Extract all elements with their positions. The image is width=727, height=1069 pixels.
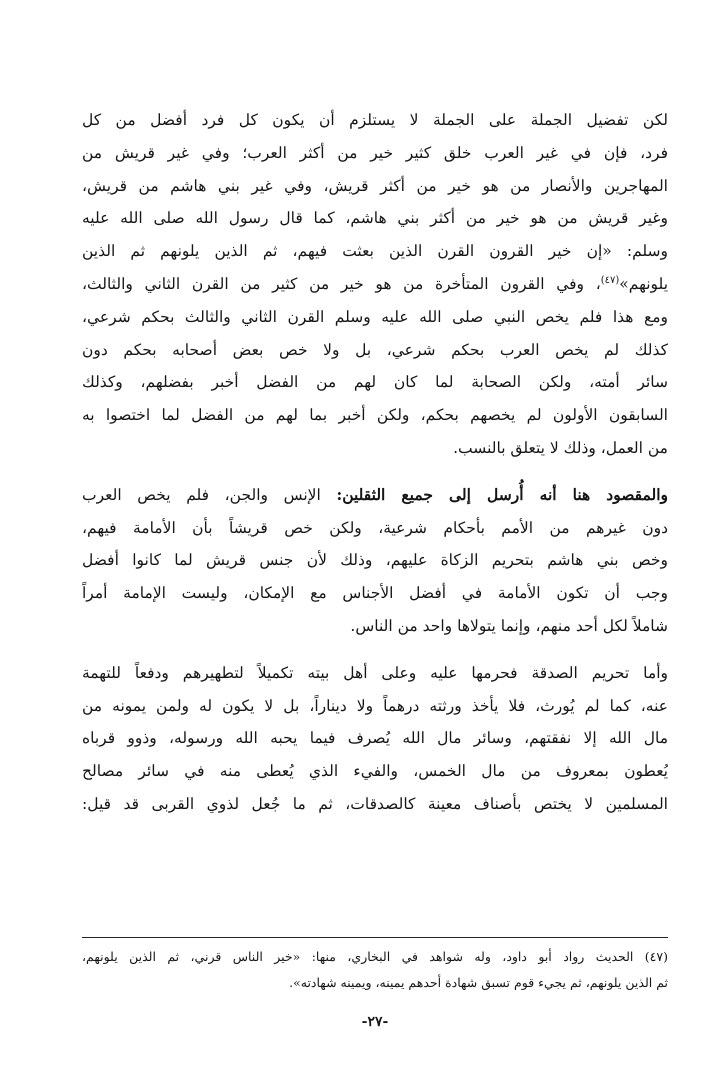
footnote-divider — [82, 937, 668, 938]
text-line: كذلك لم يخص العرب بحكم شرعي، بل ولا خص بعض أصحابه بحكم دون — [82, 340, 668, 359]
footnote-line: (٤٧) الحديث رواد أبو داود، وله شواهد في البخاري، منها: «خير الناس قرني، ثم الذين يلونهم، — [82, 949, 668, 964]
text-line: المهاجرين والأنصار من هو خير من أكثر قريش، وفي غير بني هاشم من قريش، — [82, 176, 668, 195]
text-line: يُعطون بمعروف من مال الخمس، والفيء الذي يُعطى منه في سائر مصالح — [82, 762, 668, 781]
text-line: وخص بني هاشم بتحريم الزكاة عليهم، وذلك لأن جنس قريش لما كانوا أفضل — [82, 551, 668, 570]
text-line: وأما تحريم الصدقة فحرمها عليه وعلى أهل بيته تكميلاً لتطهيرهم ودفعاً للتهمة — [82, 663, 668, 682]
text-line: عنه، كما لم يُورث، فلا يأخذ ورثته درهماً ولا ديناراً، بل لا يكون له ولمن يمونه من — [82, 696, 668, 715]
text-line: وجب أن تكون الأمامة في أفضل الأجناس مع الإمكان، وليست الإمامة أمراً — [82, 584, 668, 603]
text-line: ومع هذا فلم يخص النبي صلى الله عليه وسلم القرن الثاني والثالث بحكم شرعي، — [82, 307, 668, 326]
text-segment: الإنس والجن، فلم يخص العرب — [82, 485, 321, 504]
text-line: مال الله إلا نفقتهم، وسائر مال الله يُصرف فيما يحبه الله ورسوله، وذوو قرباه — [82, 729, 668, 748]
document-page — [82, 104, 668, 1030]
text-line: فرد، فإن في غير العرب خلق كثير خير من أكثر العرب؛ وفي غير قريش من — [82, 143, 668, 162]
text-line: شاملاً لكل أحد منهم، وإنما يتولاها واحد من الناس. — [350, 616, 668, 635]
page-number: -٢٧- — [361, 1014, 389, 1030]
text-line-with-footnote-ref: يلونهم»$^{(٤٧)}$، وفي القرون المتأخرة من هو خير من كثير من القرن الثاني والثالث، — [82, 274, 668, 293]
bold-lead-text: والمقصود هنا أنه أُرسل إلى جميع الثقلين: — [336, 484, 668, 504]
text-segment: وفي القرون المتأخرة من هو خير من كثير من القرن الثاني والثالث، — [82, 274, 585, 293]
text-line: لكن تفضيل الجملة على الجملة لا يستلزم أن يكون كل فرد أفضل من كل — [82, 111, 668, 129]
paragraph-1 — [82, 104, 668, 465]
text-line: سائر أمته، ولكن الصحابة لما كان لهم من الفضل أخبر بفضلهم، وكذلك — [82, 373, 668, 392]
text-line-with-bold-lead — [82, 479, 668, 512]
text-line: المسلمين لا يختص بأصناف معينة كالصدقات، ثم ما جُعل لذوي القربى قد قيل: — [82, 794, 668, 813]
paragraph-2 — [82, 479, 668, 643]
text-line: وغير قريش من هو خير من أكثر بني هاشم، كما قال رسول الله صلى الله عليه — [82, 209, 668, 228]
footnote-line: ثم الذين يلونهم، ثم يجيء قوم تسبق شهادة أحدهم يمينه، ويمينه شهادته». — [289, 975, 668, 990]
text-line: وسلم: «إن خير القرون القرن الذين بعثت فيهم، ثم الذين يلونهم ثم الذين — [82, 242, 668, 261]
footnote — [82, 944, 668, 996]
text-line: السابقون الأولون لم يخصهم بحكم، ولكن أخبر بما لهم من الفضل لما اختصوا به — [82, 406, 668, 425]
paragraph-3 — [82, 657, 668, 821]
footnote-reference[interactable]: (٤٧) — [600, 274, 620, 286]
text-line: دون غيرهم من الأمم بأحكام شرعية، ولكن خص قريشاً بأن الأمامة فيهم، — [82, 518, 668, 537]
text-line: من العمل، وذلك لا يتعلق بالنسب. — [453, 438, 668, 457]
text-segment: يلونهم» — [619, 274, 668, 293]
